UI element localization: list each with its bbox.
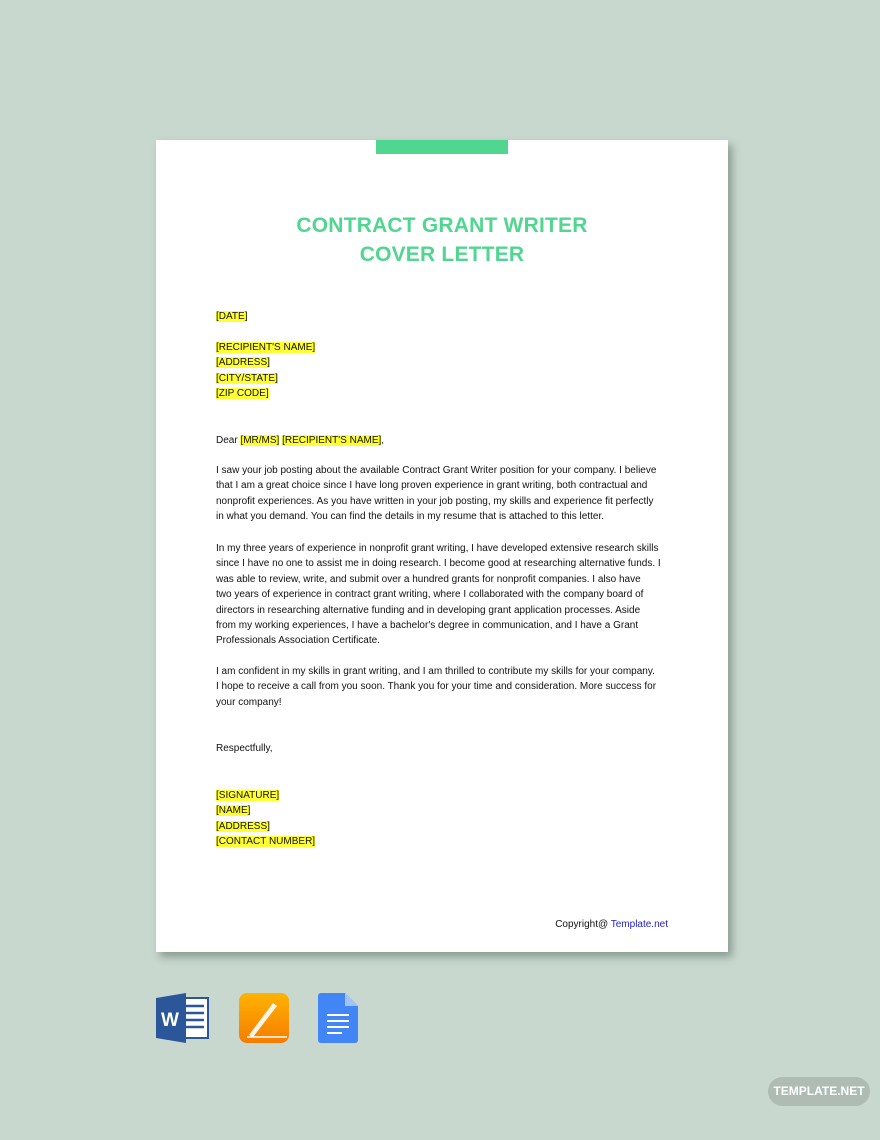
pages-icon[interactable] [239,993,289,1043]
paragraph-3-line: I hope to receive a call from you soon. Thank you for your time and consideration. More success for [216,681,657,693]
accent-bar [376,140,508,154]
recipient-line-text: [ZIP CODE] [216,388,269,400]
salutation-name: [RECIPIENT'S NAME] [282,435,382,446]
paragraph-2-line: directors in researching alternative funding and in developing grant application processes. Aside [216,604,641,616]
google-docs-icon[interactable] [318,993,358,1043]
paragraph-2-line: In my three years of experience in nonprofit grant writing, I have developed extensive research skills [216,543,659,554]
paragraph-3-line: I am confident in my skills in grant writing, and I am thrilled to contribute my skills for your company. [216,666,655,677]
template-net-badge[interactable]: TEMPLATE.NET [768,1077,870,1106]
signature-line-text: [ADDRESS] [216,820,270,832]
recipient-line-text: [CITY/STATE] [216,372,278,384]
signature-line [216,821,270,833]
recipient-line [216,373,278,385]
recipient-line [216,342,315,354]
paragraph-1-line: that I am a great choice since I have long proven experience in grant writing, both contractual and [216,480,648,492]
paragraph-2-line: was able to review, write, and submit over a hundred grants for nonprofit companies. I also have [216,573,641,585]
paragraph-1-line: nonprofit experiences. As you have written in your job posting, my skills and experience fit perfectly [216,495,654,507]
template-link[interactable]: Template.net [610,919,668,930]
signature-line-text: [SIGNATURE] [216,790,280,801]
salutation-suffix: , [381,435,385,446]
paragraph-3-line: your company! [216,696,282,708]
recipient-line [216,357,270,369]
letter-page [156,140,728,952]
paragraph-1-line: in what you demand. You can find the details in my resume that is attached to this letter. [216,511,605,523]
salutation-prefix: Dear [216,435,241,446]
paragraph-2-line: two years of experience in contract grant writing, where I collaborated with the company board of [216,589,644,601]
closing: Respectfully, [216,743,273,754]
signature-line-text: [CONTACT NUMBER] [216,836,316,848]
signature-line [216,836,315,848]
date-placeholder [216,311,247,323]
paragraph-1-line: I saw your job posting about the available Contract Grant Writer position for your company. I believe [216,465,657,476]
recipient-line-text: [ADDRESS] [216,357,270,369]
paragraph-2-line: Professionals Association Certificate. [216,635,380,647]
paragraph-2-line: from my working experiences, I have a bachelor's degree in communication, and I have a Grant [216,620,639,631]
recipient-line-text: [RECIPIENT'S NAME] [216,342,316,353]
salutation [216,435,384,447]
title-line-2: COVER LETTER [359,243,525,266]
signature-line [216,790,279,802]
paragraph-2-line: since I have no one to assist me in doing research. I become good at researching alternative funds. I [216,558,661,570]
word-icon[interactable] [156,993,210,1043]
date-placeholder-text: [DATE] [216,311,248,322]
title-line-1: CONTRACT GRANT WRITER [296,214,588,237]
svg-text:W: W [161,1010,179,1031]
copyright-label: Copyright@ [555,919,611,930]
signature-line-text: [NAME] [216,805,251,817]
salutation-title: [MR/MS] [240,435,280,446]
signature-line [216,805,250,817]
copyright [555,919,668,930]
recipient-line [216,388,269,400]
